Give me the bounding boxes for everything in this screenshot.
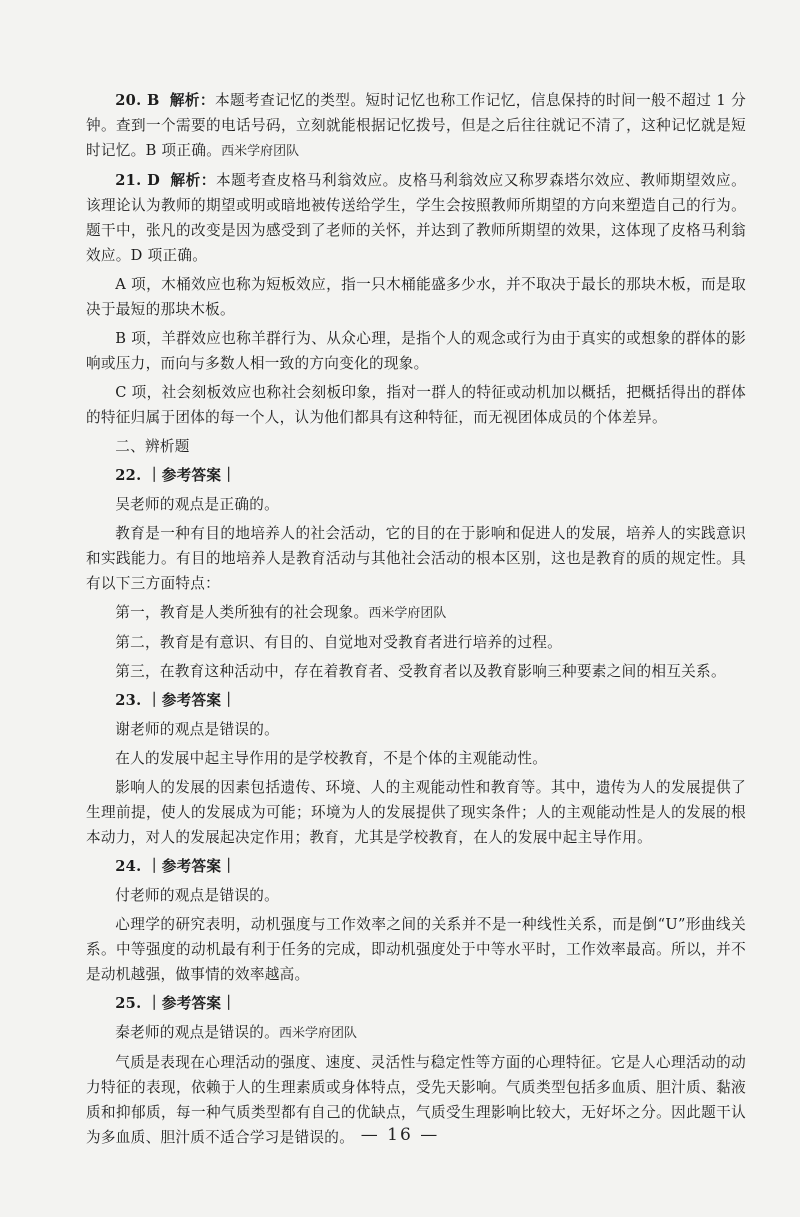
q22-header: 22. ｜参考答案｜ [115,467,237,484]
q22-verdict: 吴老师的观点是正确的。 [115,496,280,513]
q20-number: 20. B [115,92,160,109]
q23-header: 23. ｜参考答案｜ [115,692,237,709]
q25-verdict: 秦老师的观点是错误的。 [115,1024,280,1041]
q21-option-a: A 项，木桶效应也称为短板效应，指一只木桶能盛多少水，并不取决于最长的那块木板，而是取决于最短的那块木板。 [86,276,746,318]
q20-text: 本题考查记忆的类型。短时记忆也称工作记忆，信息保持的时间一般不超过 1 分钟。查到一个需要的电话号码，立刻就能根据记忆拨号，但是之后往往就记不清了，这种记忆就是短时记忆。B 项正确。 [86,92,746,159]
q20-watermark: 西米学府团队 [221,144,300,159]
q22-point2: 第二，教育是有意识、有目的、自觉地对受教育者进行培养的过程。 [115,634,563,651]
q20-label: 解析： [169,92,215,109]
q25-verdict-line [86,1020,746,1046]
q25-header: 25. ｜参考答案｜ [115,995,237,1012]
q22-point1-text: 第一，教育是人类所独有的社会现象。 [115,604,369,621]
answer-content [86,88,746,1154]
q21-number: 21. D [115,172,161,189]
page-number: — 16 — [360,1125,440,1145]
q24-verdict: 付老师的观点是错误的。 [115,887,280,904]
q23-line: 在人的发展中起主导作用的是学校教育，不是个体的主观能动性。 [115,750,548,767]
q22-point1 [86,600,746,626]
q25-watermark: 西米学府团队 [279,1026,358,1041]
q23-body: 影响人的发展的因素包括遗传、环境、人的主观能动性和教育等。其中，遗传为人的发展提供了生理前提，使人的发展成为可能；环境为人的发展提供了现实条件；人的主观能动性是人的发展的根本动力，对人的发展起决定作用；教育，尤其是学校教育，在人的发展中起主导作用。 [86,779,746,846]
q23-verdict: 谢老师的观点是错误的。 [115,721,280,738]
q25-body: 气质是表现在心理活动的强度、速度、灵活性与稳定性等方面的心理特征。它是人心理活动的动力特征的表现，依赖于人的生理素质或身体特点，受先天影响。气质类型包括多血质、胆汁质、黏液质和抑郁质，每一种气质类型都有自己的优缺点，气质受生理影响比较大，无好坏之分。因此题干认为多血质、胆汁质不适合学习是错误的。 [86,1054,746,1146]
q21-label: 解析： [170,172,216,189]
q24-body: 心理学的研究表明，动机强度与工作效率之间的关系并不是一种线性关系，而是倒“U”形曲线关系。中等强度的动机最有利于任务的完成，即动机强度处于中等水平时，工作效率最高。所以，并不是动机越强，做事情的效率越高。 [86,916,746,983]
q24-header: 24. ｜参考答案｜ [115,858,237,875]
q22-point3: 第三，在教育这种活动中，存在着教育者、受教育者以及教育影响三种要素之间的相互关系。 [115,663,726,680]
section-title: 二、辨析题 [115,438,190,455]
q21-option-b: B 项，羊群效应也称羊群行为、从众心理，是指个人的观念或行为由于真实的或想象的群体的影响或压力，而向与多数人相一致的方向变化的现象。 [86,330,746,372]
q20-paragraph [86,88,746,164]
q21-paragraph [86,168,746,268]
q22-watermark: 西米学府团队 [368,606,447,621]
q22-body: 教育是一种有目的地培养人的社会活动，它的目的在于影响和促进人的发展，培养人的实践意识和实践能力。有目的地培养人是教育活动与其他社会活动的根本区别，这也是教育的质的规定性。具有以下三方面特点： [86,525,746,592]
q21-text: 本题考查皮格马利翁效应。皮格马利翁效应又称罗森塔尔效应、教师期望效应。该理论认为教师的期望或明或暗地被传送给学生，学生会按照教师所期望的方向来塑造自己的行为。题干中，张凡的改变是因为感受到了老师的关怀，并达到了教师所期望的效果，这体现了皮格马利翁效应。D 项正确。 [86,172,746,264]
q21-option-c: C 项，社会刻板效应也称社会刻板印象，指对一群人的特征或动机加以概括，把概括得出的群体的特征归属于团体的每一个人，认为他们都具有这种特征，而无视团体成员的个体差异。 [86,384,746,426]
